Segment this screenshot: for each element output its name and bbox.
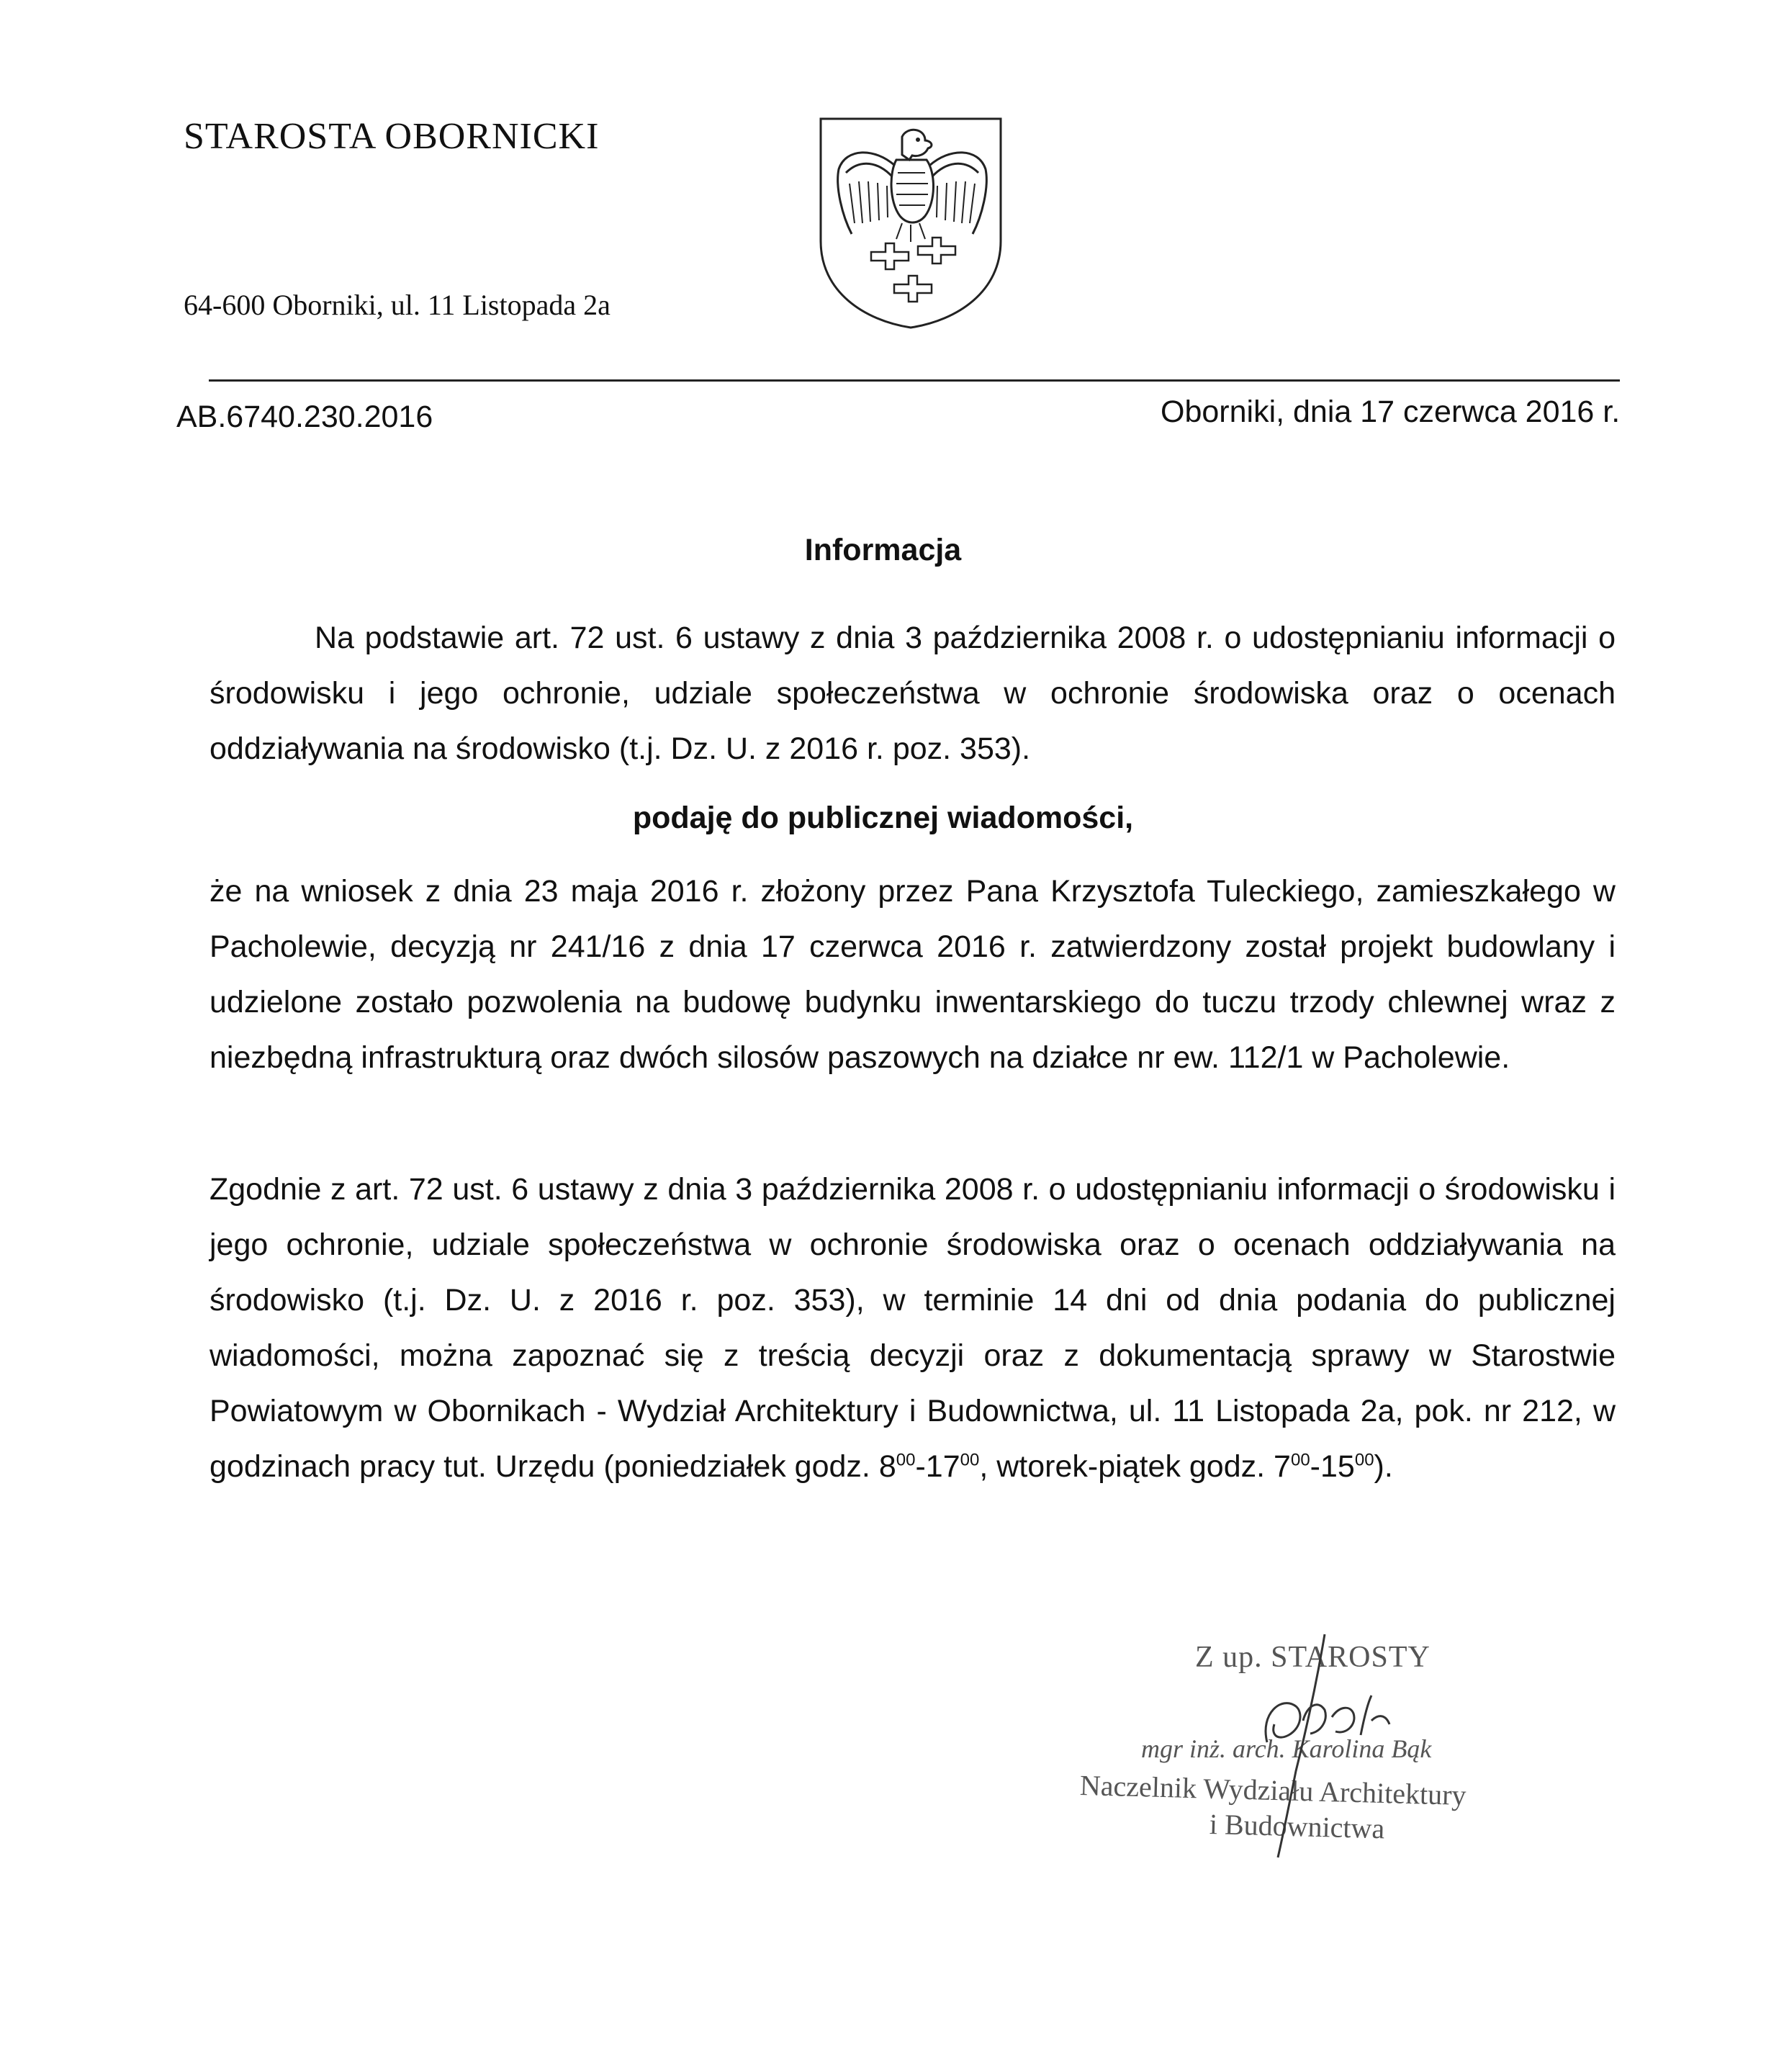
reference-number: AB.6740.230.2016 <box>176 400 433 434</box>
issuer-title: STAROSTA OBORNICKI <box>184 116 600 157</box>
access-information-text: Zgodnie z art. 72 ust. 6 ustawy z dnia 3 października 2008 r. o udostępnianiu informacji o środowisku i jego ochronie, udziale społeczeństwa w ochronie środowiska oraz o ocenach oddziaływania na środowisko (t.j. Dz. U. z 2016 r. poz. 353), w terminie 14 dni od dnia podania do publicznej wiadomości, można zapoznać się z treścią decyzji oraz z dokumentacją sprawy w Starostwie Powiatowym w Obornikach - Wydział Architektury i Budownictwa, ul. 11 Listopada 2a, pok. nr 212, w godzinach pracy tut. Urzędu (poniedziałek godz. <box>210 1172 1616 1484</box>
coat-of-arms-emblem <box>817 115 1004 331</box>
issuer-address: 64-600 Oborniki, ul. 11 Listopada 2a <box>184 289 611 321</box>
header-divider <box>209 379 1620 382</box>
stamp-authority-line: Z up. STAROSTY <box>1195 1641 1431 1674</box>
stamp-signatory-name: mgr inż. arch. Karolina Bąk <box>1141 1734 1432 1763</box>
monday-hours: $8^{00}-17^{00}$ <box>878 1449 980 1484</box>
announcement-heading: podaję do publicznej wiadomości, <box>632 801 1134 835</box>
document-heading: Informacja <box>804 533 962 567</box>
legal-basis-paragraph: Na podstawie art. 72 ust. 6 ustawy z dnia 3 października 2008 r. o udostępnianiu informacji o środowisku i jego ochronie, udziale społeczeństwa w ochronie środowiska oraz o ocenach oddziaływania na środowisko (t.j. Dz. U. z 2016 r. poz. 353). <box>210 621 1616 766</box>
decision-paragraph: że na wniosek z dnia 23 maja 2016 r. złożony przez Pana Krzysztofa Tuleckiego, zamieszkałego w Pacholewie, decyzją nr 241/16 z dnia 17 czerwca 2016 r. zatwierdzony został projekt budowlany i udzielone zostało pozwolenia na budowę budynku inwentarskiego do tuczu trzody chlewnej wraz z niezbędną infrastrukturą oraz dwóch silosów paszowych na działce nr ew. 112/1 w Pacholewie. <box>210 874 1616 1075</box>
stamp-position-line: Naczelnik Wydziału Architektury <box>1079 1769 1467 1812</box>
place-and-date: Oborniki, dnia 17 czerwca 2016 r. <box>1161 395 1621 429</box>
tuesday-friday-label: wtorek-piątek godz. <box>996 1449 1266 1484</box>
access-information-paragraph: Zgodnie z art. 72 ust. 6 ustawy z dnia 3 października 2008 r. o udostępnianiu informacji o środowisku i jego ochronie, udziale społeczeństwa w ochronie środowiska oraz o ocenach oddziaływania na środowisko (t.j. Dz. U. z 2016 r. poz. 353), w terminie 14 dni od dnia podania do publicznej wiadomości, można zapoznać się z treścią decyzji oraz z dokumentacją sprawy w Starostwie Powiatowym w Obornikach - Wydział Architektury i Budownictwa, ul. 11 Listopada 2a, pok. nr 212, w godzinach pracy tut. Urzędu (poniedziałek godz. $8^{00}-17^{00}$, wtorek-piątek godz. $7^{00}-15^{00}$). <box>210 1172 1616 1484</box>
stamp-department-line: i Budownictwa <box>1209 1808 1385 1845</box>
tuesday-friday-hours: $7^{00}-15^{00}$ <box>1274 1449 1374 1484</box>
official-stamp <box>1080 1634 1584 1872</box>
handwritten-signature <box>1217 1627 1404 1865</box>
